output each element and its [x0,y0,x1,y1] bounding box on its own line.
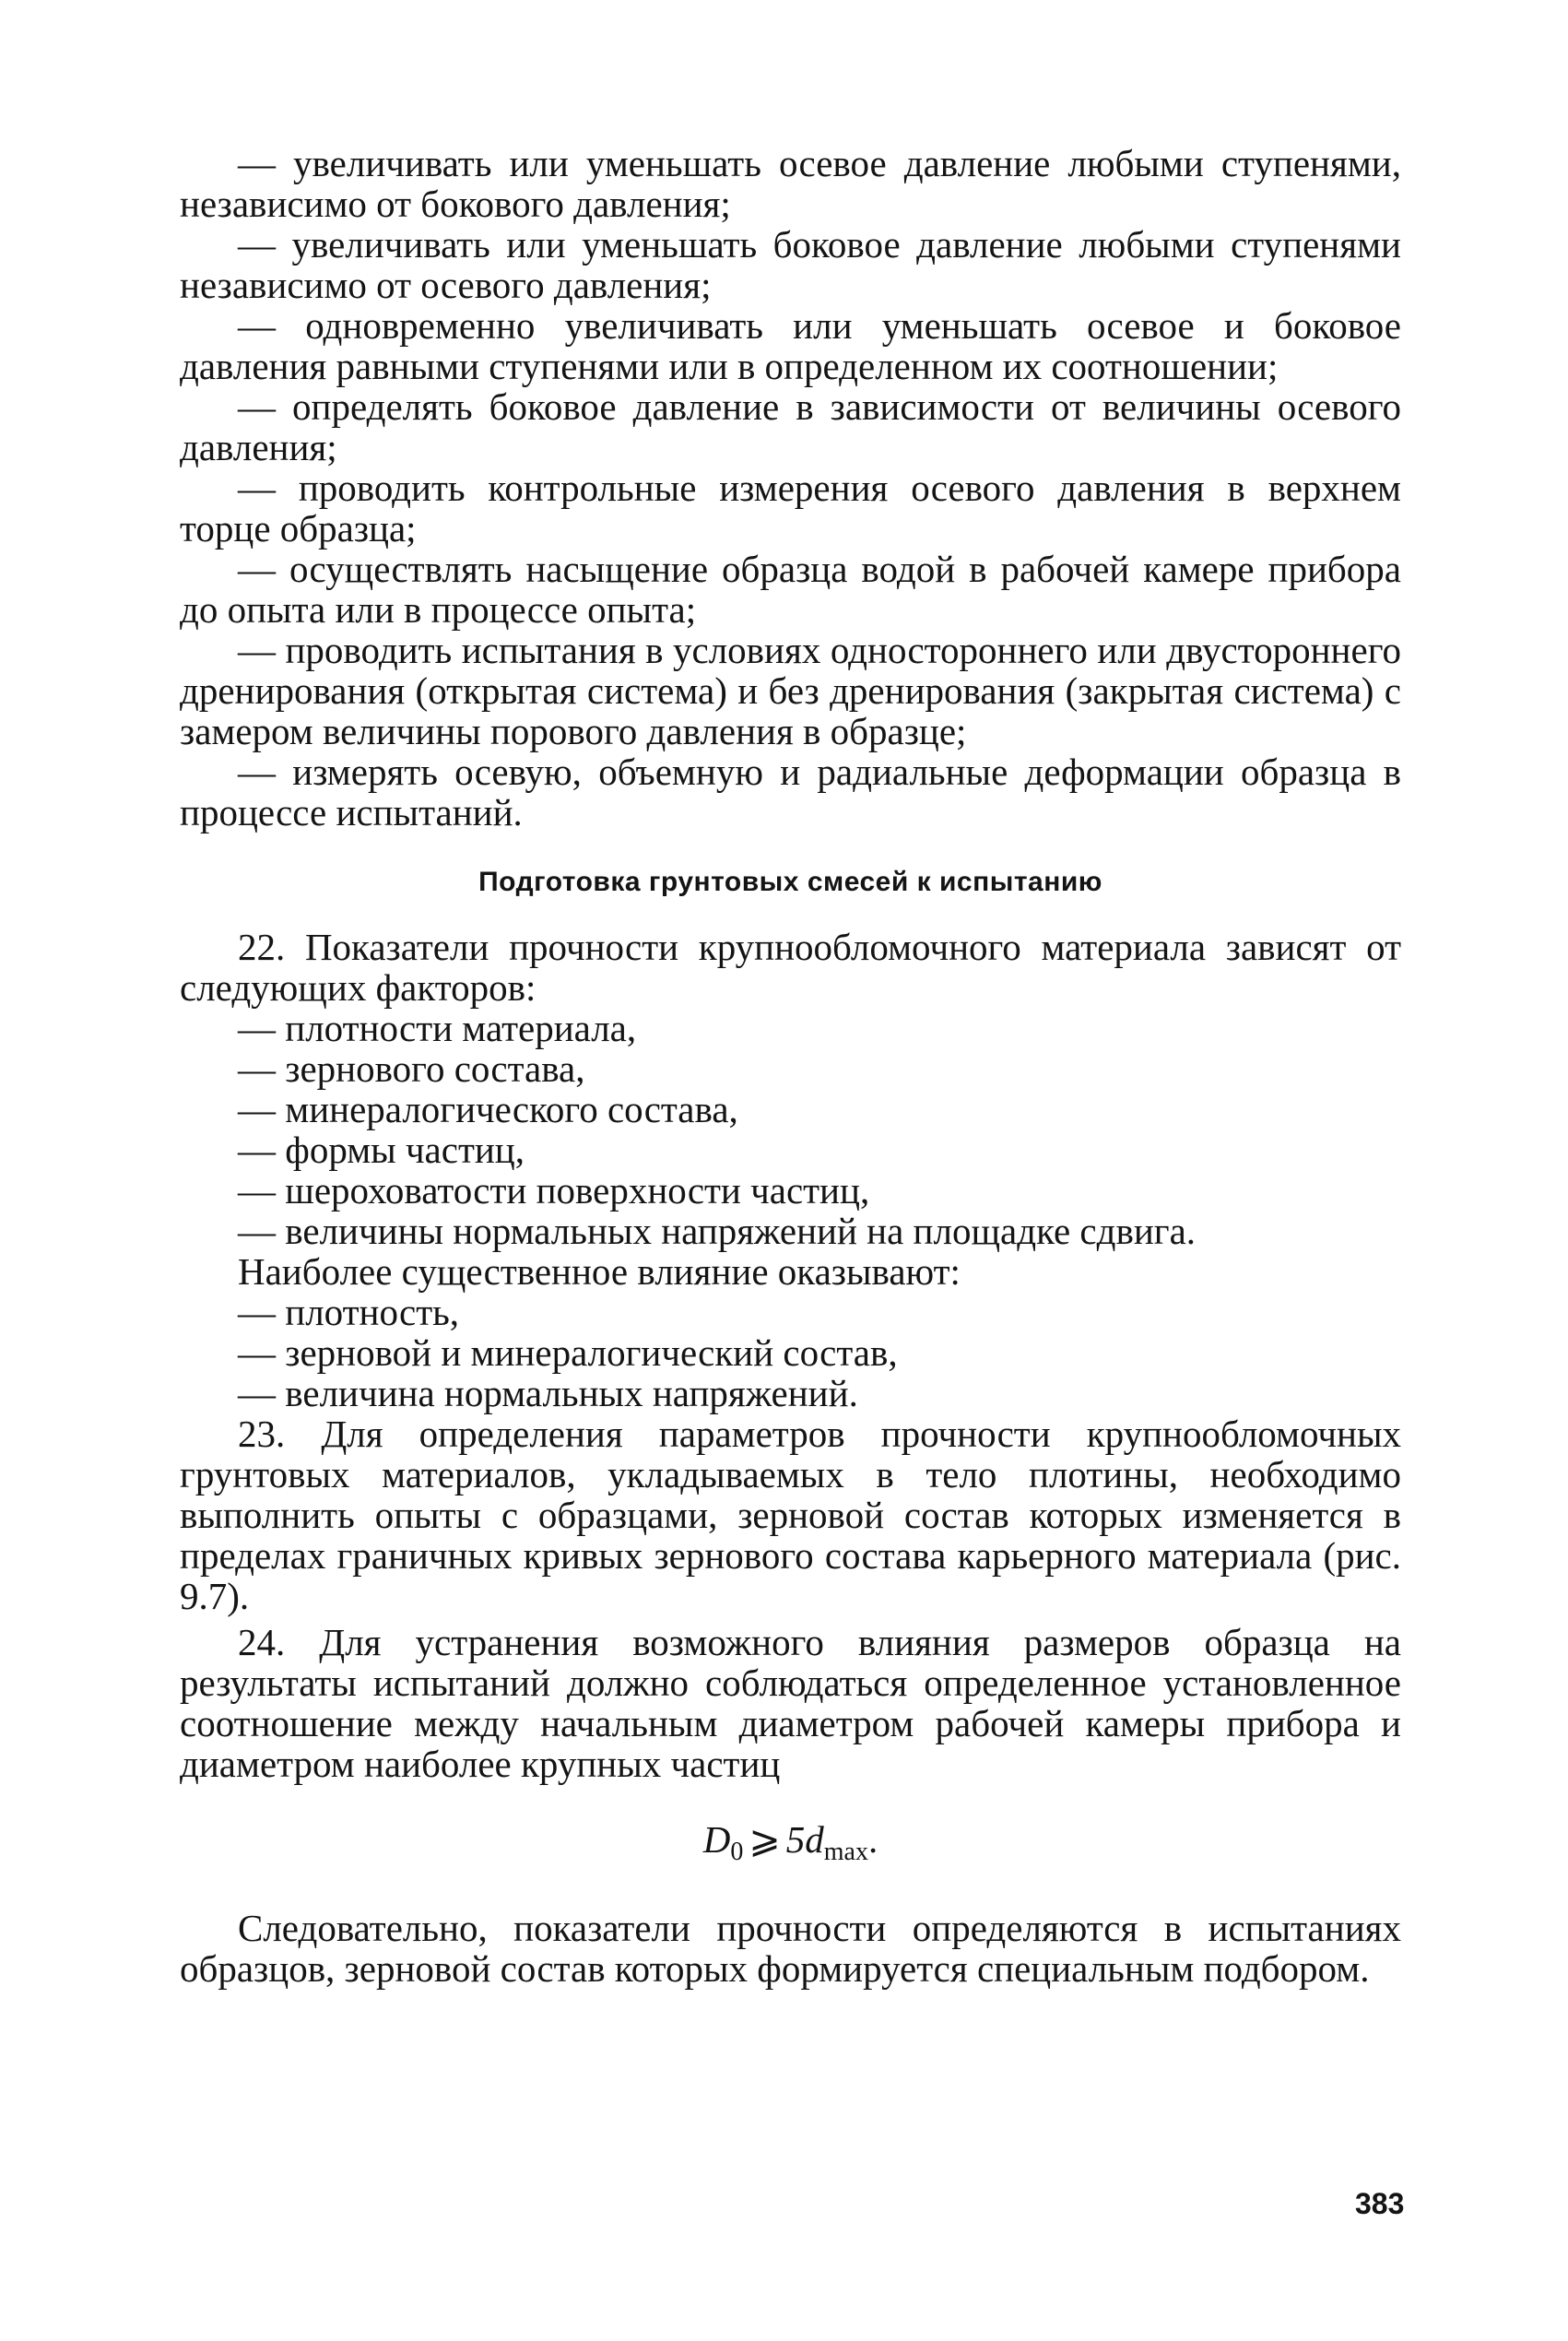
section-heading: Подготовка грунтовых смесей к испытанию [478,867,1102,897]
formula-lhs: D [702,1818,731,1861]
conclusion-paragraph: Следовательно, показатели прочности определяются в испытаниях образцов, зерновой состав которых формируется специальным подбором. [180,1907,1401,1990]
formula-rhs-subscript: max [823,1838,868,1866]
factor-item: — минералогического состава, [238,1088,738,1130]
page-number: 383 [1355,2187,1405,2220]
paragraph-23: 23. Для определения параметров прочности крупнообломочных грунтовых материалов, укладываемых в тело плотины, необходимо выполнить опыты с образцами, зерновой состав которых изменяется в пределах граничных кривых зернового состава карьерного материала (рис. 9.7). [180,1413,1401,1617]
list-item-lateral-pressure: — увеличивать или уменьшать боковое давление любыми ступенями независимо от осевого давления; [180,223,1401,306]
page-body [180,143,1401,1989]
formula-operator: ⩾ [749,1818,781,1861]
influence-intro: Наиболее существенное влияние оказывают: [238,1250,961,1293]
list-item-axial-pressure: — увеличивать или уменьшать осевое давление любыми ступенями, независимо от бокового давления; [180,142,1401,225]
influence-item: — плотность, [238,1291,460,1333]
formula-end: . [867,1818,878,1861]
influence-item: — величина нормальных напряжений. [238,1372,858,1414]
list-item-determine-lateral: — определять боковое давление в зависимости от величины осевого давления; [180,385,1401,468]
factor-item: — зернового состава, [238,1047,585,1090]
factor-item: — формы частиц, [238,1129,525,1171]
list-item-deformations: — измерять осевую, объемную и радиальные деформации образца в процессе испытаний. [180,751,1401,834]
formula [180,1819,1401,1873]
list-item-drainage: — проводить испытания в условиях одностороннего или двустороннего дренирования (открытая система) и без дренирования (закрытая система) с замером величины порового давления в образце; [180,629,1401,752]
list-item-control-measurements: — проводить контрольные измерения осевого давления в верхнем торце образца; [180,467,1401,550]
list-item-saturation: — осуществлять насыщение образца водой в рабочей камере прибора до опыта или в процессе опыта; [180,548,1401,631]
influence-item: — зерновой и минералогический состав, [238,1331,898,1374]
factor-item: — плотности материала, [238,1007,637,1049]
formula-lhs-subscript: 0 [730,1838,744,1866]
paragraph-24: 24. Для устранения возможного влияния размеров образца на результаты испытаний должно соблюдаться определенное установленное соотношение между начальным диаметром рабочей камеры прибора и диаметром наиболее крупных частиц [180,1621,1401,1785]
factor-item: — величины нормальных напряжений на площадке сдвига. [238,1210,1197,1252]
list-item-simultaneous-pressure: — одновременно увеличивать или уменьшать осевое и боковое давления равными ступенями или в определенном их соотношении; [180,304,1401,387]
paragraph-22: 22. Показатели прочности крупнообломочного материала зависят от следующих факторов: [180,926,1401,1009]
factor-item: — шероховатости поверхности частиц, [238,1169,870,1212]
formula-rhs: 5d [785,1818,824,1861]
